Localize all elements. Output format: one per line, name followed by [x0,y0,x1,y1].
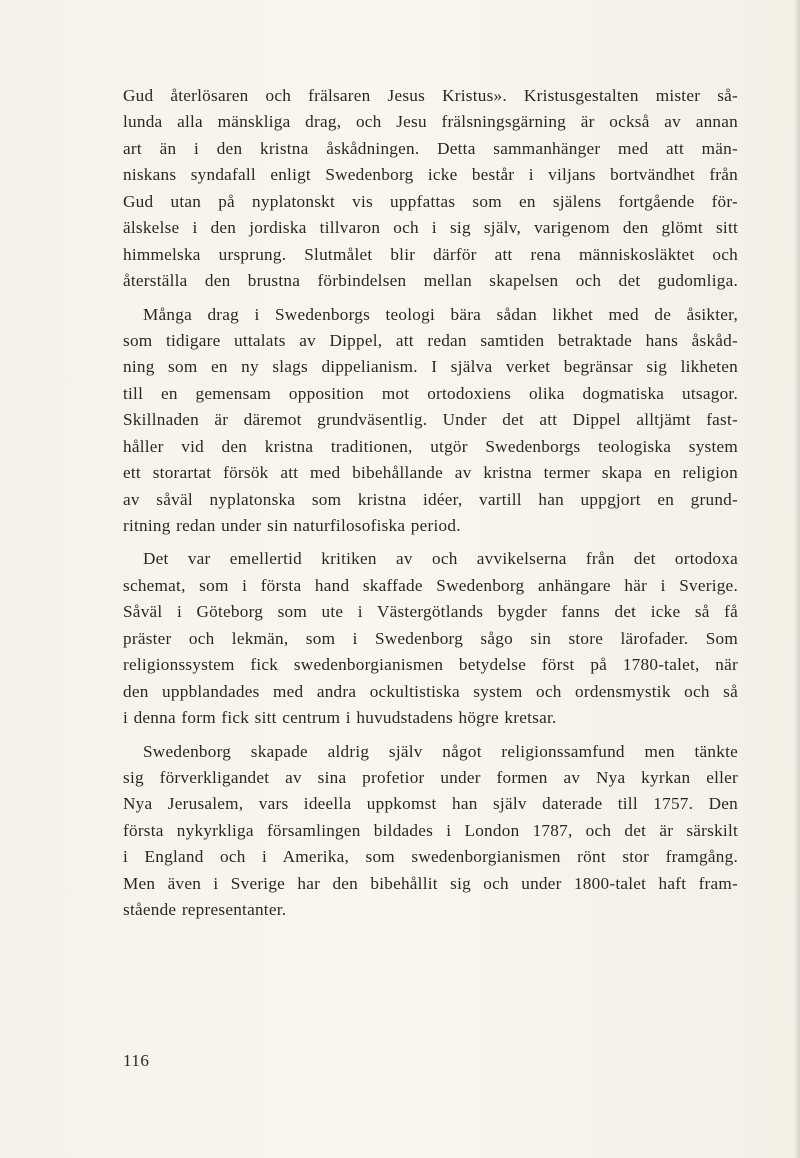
text-line: den uppblandades med andra ockultistiska system och ordensmystik och så [123,681,738,701]
text-line: ning som en ny slags dippelianism. I själva verket begränsar sig likheten [123,357,738,377]
text-line: älskelse i den jordiska tillvaron och i sig själv, varigenom den glömt sitt [123,218,738,238]
paragraph-4 [123,739,738,924]
text-line: Skillnaden är däremot grundväsentlig. Under det att Dippel alltjämt fast- [123,410,738,430]
page-number: 116 [123,1051,150,1070]
text-line: till en gemensam opposition mot ortodoxiens olika dogmatiska utsagor. [123,383,738,403]
page-edge-shadow [794,0,800,1158]
body-text [123,83,738,931]
text-line: sig förverkligandet av sina profetior under formen av Nya kyrkan eller [123,767,738,787]
text-line: Många drag i Swedenborgs teologi bära sådan likhet med de åsikter, [143,304,738,324]
text-line: art än i den kristna åskådningen. Detta sammanhänger med att män- [123,138,738,158]
text-line: stående representanter. [123,900,287,920]
text-line: första nykyrkliga församlingen bildades i London 1787, och det är särskilt [123,820,738,840]
text-line: i England och i Amerika, som swedenborgianismen rönt stor framgång. [123,847,738,867]
text-line: lunda alla mänskliga drag, och Jesu frälsningsgärning är också av annan [123,112,738,132]
paragraph-2 [123,302,738,540]
text-line: Nya Jerusalem, vars ideella uppkomst han själv daterade till 1757. Den [123,794,738,814]
text-line: Såväl i Göteborg som ute i Västergötlands bygder fanns det icke så få [123,602,738,622]
text-line: himmelska ursprung. Slutmålet blir därför att rena människosläktet och [123,244,738,264]
text-line: präster och lekmän, som i Swedenborg sågo sin store lärofader. Som [123,628,738,648]
text-line: Det var emellertid kritiken av och avvikelserna från det ortodoxa [143,549,738,569]
text-line: schemat, som i första hand skaffade Swedenborg anhängare här i Sverige. [123,575,738,595]
text-line: som tidigare uttalats av Dippel, att redan samtiden betraktade hans åskåd- [123,330,738,350]
text-line: religionssystem fick swedenborgianismen betydelse först på 1780-talet, när [123,655,738,675]
paragraph-1 [123,83,738,295]
text-line: i denna form fick sitt centrum i huvudstadens högre kretsar. [123,708,557,728]
text-line: av såväl nyplatonska som kristna idéer, vartill han uppgjort en grund- [123,489,738,509]
text-line: Men även i Sverige har den bibehållit sig och under 1800-talet haft fram- [123,873,738,893]
text-line: håller vid den kristna traditionen, utgör Swedenborgs teologiska system [123,436,738,456]
text-line: niskans syndafall enligt Swedenborg icke består i viljans bortvändhet från [123,165,738,185]
text-line: ett storartat försök att med bibehållande av kristna termer skapa en religion [123,463,738,483]
text-line: ritning redan under sin naturfilosofiska period. [123,516,461,535]
text-line: Swedenborg skapade aldrig själv något religionssamfund men tänkte [143,741,738,761]
paragraph-3 [123,546,738,731]
text-line: Gud utan på nyplatonskt vis uppfattas som en själens fortgående för- [123,191,738,211]
text-line: Gud återlösaren och frälsaren Jesus Kristus». Kristusgestalten mister så- [123,86,738,105]
text-line: återställa den brustna förbindelsen mellan skapelsen och det gudomliga. [123,271,738,291]
